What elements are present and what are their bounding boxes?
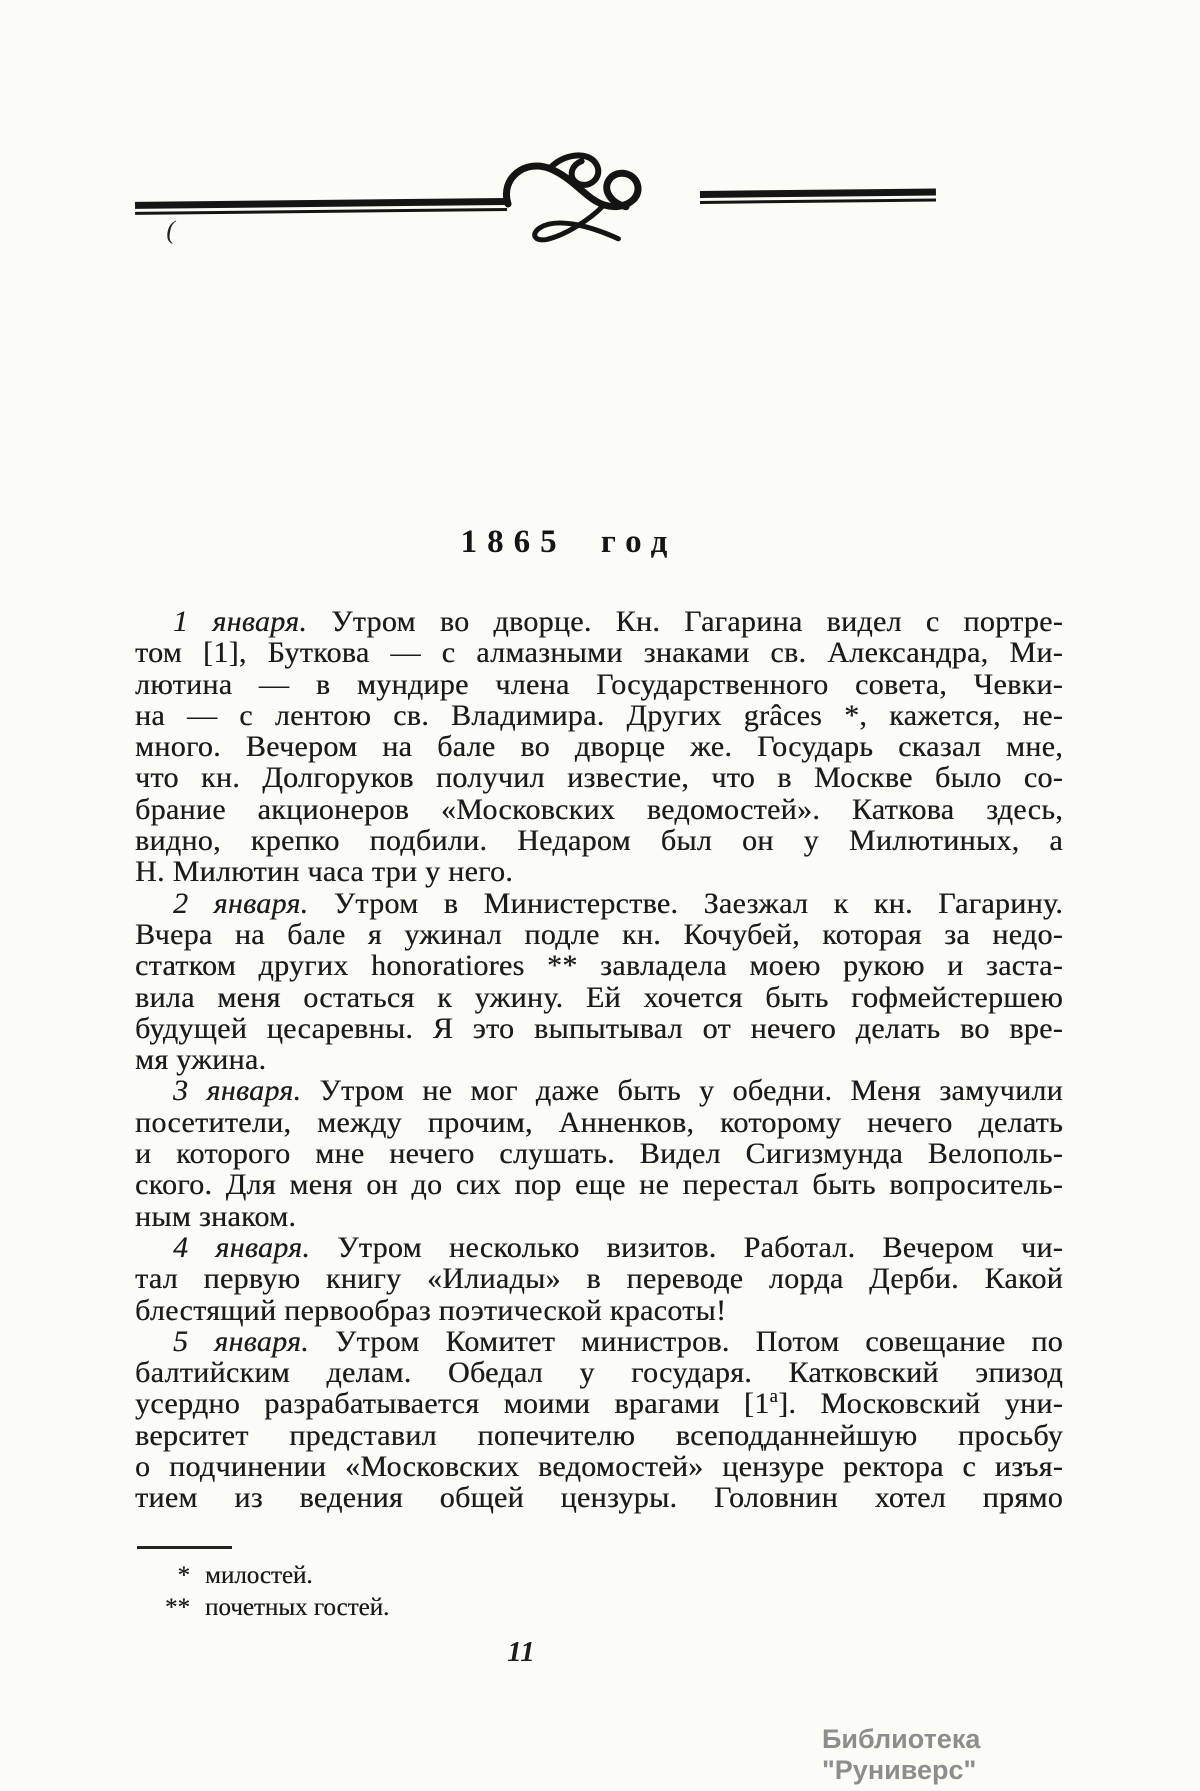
paragraph: [135, 1326, 1063, 1514]
header-ornament: [0, 139, 1200, 262]
footnote-row: [135, 1560, 835, 1592]
text-segment: на — с лентою св. Владимира. Других grâces *, кажется, не-: [135, 698, 1063, 732]
text-line: [135, 794, 1063, 825]
text-segment: Вчера на бале я ужинал подле кн. Кочубей, которая за недо-: [135, 917, 1063, 951]
text-line: [135, 1326, 1063, 1357]
text-line: [135, 1107, 1063, 1138]
text-line: [135, 1075, 1063, 1106]
text-segment: блестящий первообраз поэтической красоты!: [135, 1293, 727, 1327]
date-italic: 1 января.: [173, 605, 308, 638]
text-line: [135, 1295, 1063, 1326]
footnote-rule: [137, 1546, 232, 1549]
text-segment: посетители, между прочим, Анненков, которому нечего делать: [135, 1105, 1063, 1139]
paragraph: [135, 888, 1063, 1076]
page-number: 11: [507, 1636, 535, 1668]
ornament-rule-left: [135, 198, 507, 215]
text-segment: Утром Комитет министров. Потом совещание по: [309, 1324, 1063, 1358]
text-line: [135, 825, 1063, 856]
rule-bar-thick: [700, 188, 936, 197]
text-line: [135, 669, 1063, 700]
text-segment: будущей цесаревны. Я это выпытывал от нечего делать во вре-: [135, 1011, 1063, 1045]
text-line: [135, 1451, 1063, 1482]
text-line: [135, 919, 1063, 950]
text-segment: о подчинении «Московских ведомостей» цензуре ректора с изъя-: [135, 1450, 1063, 1484]
text-segment: и которого мне нечего слушать. Видел Сигизмунда Велополь-: [135, 1137, 1063, 1171]
text-line: [135, 1357, 1063, 1388]
superscript-note-ref: а: [769, 1386, 779, 1408]
footnote-marker: *: [177, 1562, 190, 1589]
footnote-row: [135, 1592, 835, 1624]
text-line: [135, 982, 1063, 1013]
paragraph: [135, 1232, 1063, 1326]
text-segment: Н. Милютин часа три у него.: [135, 855, 514, 889]
text-line: [135, 1013, 1063, 1044]
text-line: [135, 1232, 1063, 1263]
text-line: [135, 856, 1063, 887]
text-line: [135, 950, 1063, 981]
text-line: [135, 731, 1063, 762]
text-segment: статком других honoratiores ** завладела моею рукою и заста-: [135, 949, 1063, 983]
flourish-knot-icon: [477, 144, 678, 246]
text-segment: лютина — в мундире члена Государственного совета, Чевки-: [135, 667, 1063, 701]
text-segment: что кн. Долгоруков получил известие, что в Москве было со-: [135, 761, 1063, 795]
date-italic: 5 января.: [173, 1324, 309, 1358]
paragraph: [135, 1075, 1063, 1231]
text-segment: балтийским делам. Обедал у государя. Катковский эпизод: [135, 1356, 1063, 1390]
ornament-rule-right: [700, 188, 936, 203]
footnote-marker: **: [165, 1594, 190, 1621]
text-line: [135, 1388, 1063, 1419]
text-segment: видно, крепко подбили. Недаром был он у Милютиных, а: [135, 824, 1063, 858]
page-title: 1865 год: [460, 524, 678, 560]
text-line: [135, 700, 1063, 731]
text-segment: тием из ведения общей цензуры. Головнин хотел прямо: [135, 1481, 1063, 1515]
text-segment: Утром во дворце. Кн. Гагарина видел с портре-: [307, 605, 1063, 638]
text-segment: вила меня остаться к ужину. Ей хочется быть гофмейстершею: [135, 980, 1063, 1014]
text-line: [135, 1420, 1063, 1451]
library-watermark: Библиотека "Руниверс": [822, 1724, 981, 1785]
text-line: [135, 606, 1063, 637]
paragraph: [135, 606, 1063, 888]
date-italic: 2 января.: [173, 886, 309, 920]
text-line: [135, 1169, 1063, 1200]
text-segment: Утром в Министерстве. Заезжал к кн. Гагарину.: [308, 886, 1063, 920]
text-segment: мя ужина.: [135, 1043, 267, 1077]
rule-bar-thin: [700, 198, 936, 203]
text-line: [135, 637, 1063, 668]
text-segment: том [1], Буткова — с алмазными знаками св. Александра, Ми-: [135, 636, 1063, 670]
text-segment: ского. Для меня он до сих пор еще не перестал быть вопроситель-: [135, 1168, 1063, 1202]
text-line: [135, 1138, 1063, 1169]
text-segment: Утром не мог даже быть у обедни. Меня замучили: [301, 1074, 1063, 1108]
stray-ink-mark: (: [166, 215, 176, 245]
text-segment: много. Вечером на бале во дворце же. Государь сказал мне,: [135, 730, 1063, 764]
footnote-text: милостей.: [205, 1562, 313, 1589]
text-segment: верситет представил попечителю всеподданнейшую просьбу: [135, 1418, 1063, 1452]
text-line: [135, 762, 1063, 793]
text-segment: ]. Московский уни-: [778, 1387, 1063, 1421]
rule-bar-thick: [135, 198, 507, 209]
text-line: [135, 1263, 1063, 1294]
text-segment: брание акционеров «Московских ведомостей». Каткова здесь,: [135, 792, 1063, 826]
footnote-text: почетных гостей.: [205, 1594, 390, 1621]
body-text: [135, 606, 1063, 1514]
footnotes: [135, 1560, 835, 1624]
date-italic: 3 января.: [173, 1074, 302, 1108]
text-segment: усердно разрабатывается моими врагами [1: [135, 1387, 770, 1421]
text-line: [135, 888, 1063, 919]
text-segment: ным знаком.: [135, 1199, 297, 1233]
rule-bar-thin: [135, 208, 507, 215]
text-line: [135, 1044, 1063, 1075]
date-italic: 4 января.: [173, 1230, 311, 1264]
text-line: [135, 1482, 1063, 1513]
text-line: [135, 1201, 1063, 1232]
text-segment: тал первую книгу «Илиады» в переводе лорда Дерби. Какой: [135, 1262, 1063, 1296]
text-segment: Утром несколько визитов. Работал. Вечером чи-: [310, 1230, 1063, 1264]
